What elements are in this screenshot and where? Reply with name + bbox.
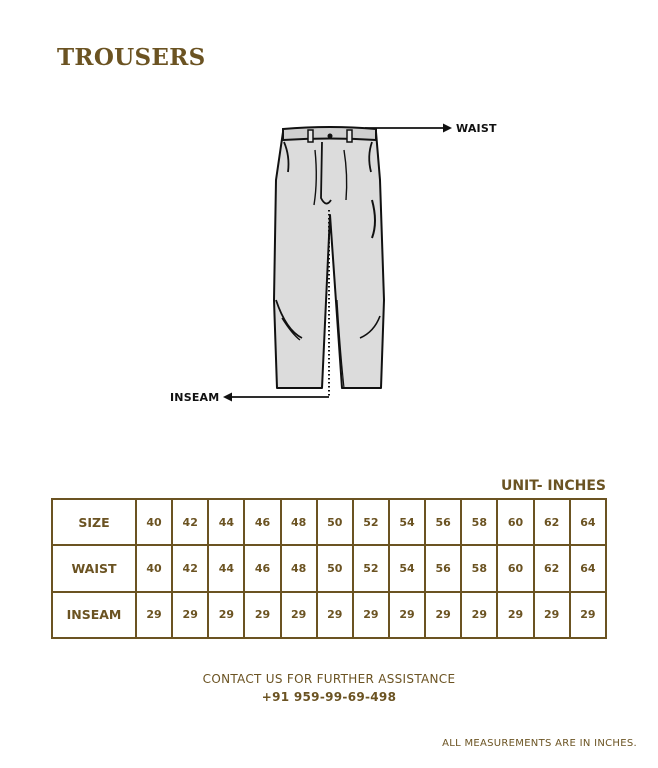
table-cell: 62 [534, 545, 570, 591]
unit-label: UNIT- INCHES [500, 478, 606, 494]
table-cell: 58 [461, 499, 497, 545]
measurement-note: ALL MEASUREMENTS ARE IN INCHES. [442, 738, 637, 749]
table-cell: 29 [136, 592, 172, 638]
size-chart-table [51, 498, 607, 639]
table-cell: 29 [317, 592, 353, 638]
trousers-illustration [274, 127, 384, 388]
table-cell: 56 [425, 545, 461, 591]
table-cell: 29 [281, 592, 317, 638]
inseam-label: INSEAM [170, 391, 220, 404]
waist-arrow [365, 124, 452, 133]
table-cell: 54 [389, 499, 425, 545]
row-header: WAIST [52, 545, 136, 591]
table-cell: 60 [497, 499, 533, 545]
table-cell: 48 [281, 545, 317, 591]
table-cell: 46 [244, 499, 280, 545]
table-cell: 29 [244, 592, 280, 638]
table-row [52, 545, 606, 591]
table-cell: 46 [244, 545, 280, 591]
table-cell: 42 [172, 499, 208, 545]
table-cell: 64 [570, 499, 606, 545]
table-cell: 29 [570, 592, 606, 638]
table-cell: 29 [534, 592, 570, 638]
table-cell: 29 [172, 592, 208, 638]
table-cell: 58 [461, 545, 497, 591]
table-cell: 56 [425, 499, 461, 545]
table-cell: 44 [208, 545, 244, 591]
table-cell: 52 [353, 499, 389, 545]
page-title: TROUSERS [57, 44, 206, 71]
table-cell: 29 [353, 592, 389, 638]
row-header: SIZE [52, 499, 136, 545]
table-cell: 50 [317, 545, 353, 591]
contact-text: CONTACT US FOR FURTHER ASSISTANCE [202, 672, 456, 686]
table-row [52, 592, 606, 638]
table-cell: 54 [389, 545, 425, 591]
table-cell: 29 [497, 592, 533, 638]
table-cell: 50 [317, 499, 353, 545]
table-row [52, 499, 606, 545]
table-cell: 62 [534, 499, 570, 545]
table-cell: 42 [172, 545, 208, 591]
row-header: INSEAM [52, 592, 136, 638]
contact-phone[interactable]: +91 959-99-69-498 [261, 690, 397, 704]
table-cell: 29 [208, 592, 244, 638]
table-cell: 40 [136, 499, 172, 545]
waist-label: WAIST [456, 122, 497, 135]
table-cell: 48 [281, 499, 317, 545]
table-cell: 52 [353, 545, 389, 591]
table-cell: 40 [136, 545, 172, 591]
table-cell: 60 [497, 545, 533, 591]
table-cell: 29 [389, 592, 425, 638]
table-cell: 29 [461, 592, 497, 638]
table-cell: 64 [570, 545, 606, 591]
table-cell: 44 [208, 499, 244, 545]
table-cell: 29 [425, 592, 461, 638]
